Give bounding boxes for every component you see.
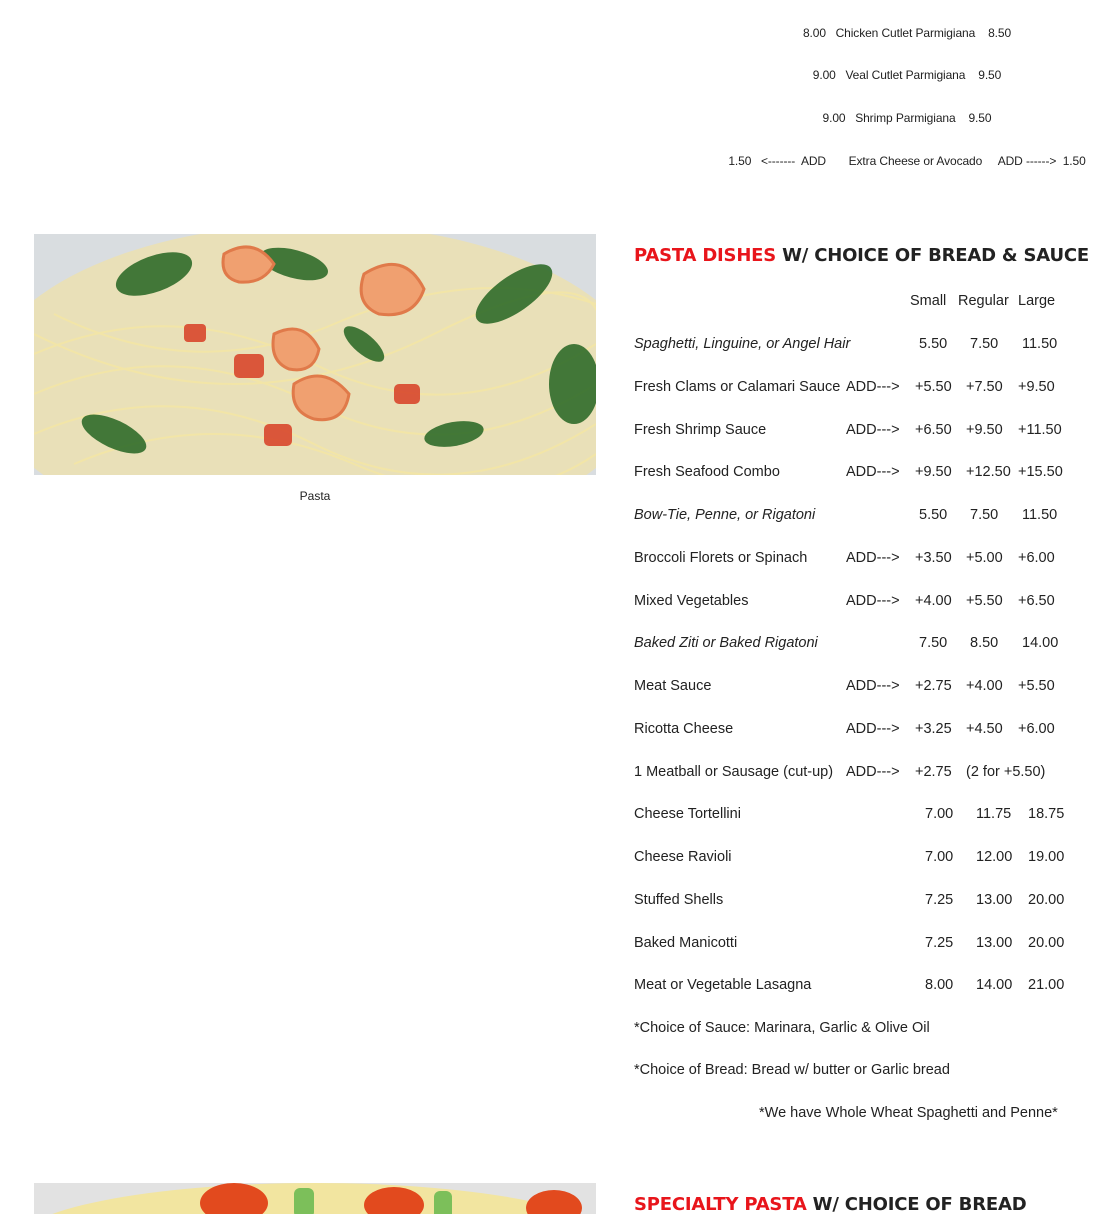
pasta-row-add-label: ADD---> [846,592,900,609]
pasta-row [634,935,1084,955]
specialty-pasta-photo [34,1183,596,1214]
pasta-row-name: Stuffed Shells [634,891,724,908]
pasta-photo [34,234,596,475]
pasta-row-small-price: +9.50 [915,464,952,481]
pasta-row [634,464,1084,484]
pasta-row-large-price: 14.00 [1022,635,1059,652]
pasta-row-small-price: 7.00 [925,806,954,823]
pasta-row-large-price: +9.50 [1018,378,1055,395]
pasta-row-small-price: 7.00 [925,849,954,865]
pasta-row [634,336,1084,356]
pasta-row-large-price: +6.00 [1018,549,1055,566]
column-large: Large [1018,293,1056,309]
pasta-row [634,422,1084,442]
pasta-row-regular-price: 8.50 [970,635,999,652]
bread-note: *Choice of Bread: Bread w/ butter or Garlic bread [634,1062,950,1078]
pasta-row-regular-price: 7.50 [970,507,999,523]
pasta-row-regular-price: +9.50 [966,421,1003,438]
pasta-row-large-price: 20.00 [1028,891,1065,908]
pasta-row [634,379,1084,399]
pasta-row [634,678,1084,698]
pasta-row [634,593,1084,613]
pasta-row-add-label: ADD---> [846,464,900,481]
pasta-row-small-price: +6.50 [915,421,952,438]
pasta-dishes-heading [634,245,1089,266]
pasta-row-add-label: ADD---> [846,678,900,694]
pasta-row-large-price: +5.50 [1018,678,1055,694]
pasta-row-name: 1 Meatball or Sausage (cut-up) [634,763,834,780]
pasta-row-add-label: ADD---> [846,549,900,566]
pasta-row-large-price: 21.00 [1028,977,1065,994]
pasta-row-small-price: +5.50 [915,378,952,395]
pasta-row-regular-price: +5.50 [966,592,1003,609]
menu-line-chicken-cutlet: 8.00 Chicken Cutlet Parmigiana 8.50 [802,26,1012,40]
specialty-heading-accent: SPECIALTY PASTA [634,1194,807,1215]
pasta-row-name: Broccoli Florets or Spinach [634,549,808,566]
pasta-row-large-price: 20.00 [1028,934,1065,951]
sauce-note: *Choice of Sauce: Marinara, Garlic & Olive Oil [634,1020,930,1036]
pasta-row [634,806,1084,826]
pasta-row [634,849,1084,869]
pasta-row-regular-price: +5.00 [966,549,1003,566]
pasta-row-name: Meat Sauce [634,678,712,694]
pasta-row-large-price: +6.50 [1018,592,1055,609]
pasta-row-regular-price: 14.00 [976,977,1013,994]
pasta-row-large-price: 19.00 [1028,849,1065,865]
pasta-row-large-price: 11.50 [1022,507,1058,523]
pasta-row-small-price: +4.00 [915,592,952,609]
price-column-headers [634,293,1084,313]
specialty-heading-rest: W/ CHOICE OF BREAD [806,1194,1027,1215]
pasta-row-name: Meat or Vegetable Lasagna [634,977,812,994]
pasta-row-regular-price: 13.00 [976,891,1013,908]
pasta-row-large-price: +15.50 [1018,464,1063,481]
pasta-row-small-price: +2.75 [915,678,952,694]
pasta-row-regular-price: 12.00 [976,849,1013,865]
pasta-row-small-price: +2.75 [915,763,952,780]
pasta-heading-rest: W/ CHOICE OF BREAD & SAUCE [776,245,1089,266]
pasta-heading-accent: PASTA DISHES [634,245,777,266]
pasta-row-small-price: 7.25 [925,891,954,908]
pasta-row-add-label: ADD---> [846,763,900,780]
pasta-row-add-label: ADD---> [846,720,900,737]
column-small: Small [910,293,947,309]
pasta-row-add-label: ADD---> [846,378,900,395]
pasta-row [634,721,1084,741]
pasta-row [634,977,1084,997]
pasta-row-name: Spaghetti, Linguine, or Angel Hair [634,336,851,352]
pasta-row-add-label: ADD---> [846,421,900,438]
pasta-row-name: Cheese Ravioli [634,849,732,865]
pasta-row-name: Baked Ziti or Baked Rigatoni [634,635,818,652]
pasta-row-small-price: 7.25 [925,934,954,951]
menu-line-veal-cutlet: 9.00 Veal Cutlet Parmigiana 9.50 [812,68,1002,82]
pasta-row-large-price: 18.75 [1028,806,1065,823]
menu-line-extra-cheese: 1.50 <------- ADD Extra Cheese or Avocado ADD ------> 1.50 [728,154,1086,168]
pasta-row-small-price: 8.00 [925,977,954,994]
pasta-row [634,507,1084,527]
pasta-row-large-price: +6.00 [1018,720,1055,737]
pasta-row-regular-price: (2 for +5.50) [966,763,1046,780]
pasta-row-regular-price: +7.50 [966,378,1003,395]
whole-wheat-note: *We have Whole Wheat Spaghetti and Penne* [759,1105,1058,1121]
pasta-row-name: Mixed Vegetables [634,592,749,609]
pasta-row-small-price: 5.50 [919,507,948,523]
pasta-row-regular-price: 11.75 [976,806,1012,823]
menu-line-shrimp-parmigiana: 9.00 Shrimp Parmigiana 9.50 [822,111,992,125]
pasta-row [634,764,1084,784]
pasta-row-name: Cheese Tortellini [634,806,741,823]
pasta-row-large-price: +11.50 [1018,421,1062,438]
column-regular: Regular [958,293,1009,309]
pasta-photo-caption: Pasta [299,489,331,503]
pasta-row [634,550,1084,570]
specialty-pasta-heading [634,1194,1026,1215]
pasta-row-regular-price: 13.00 [976,934,1013,951]
pasta-row-regular-price: +12.50 [966,464,1011,481]
pasta-row-name: Fresh Clams or Calamari Sauce [634,378,841,395]
pasta-row-regular-price: +4.00 [966,678,1003,694]
pasta-row-name: Ricotta Cheese [634,720,734,737]
pasta-row-regular-price: 7.50 [970,336,999,352]
pasta-row-small-price: +3.50 [915,549,952,566]
pasta-row-name: Baked Manicotti [634,934,738,951]
pasta-row-small-price: +3.25 [915,720,952,737]
pasta-row-small-price: 7.50 [919,635,948,652]
pasta-row-name: Fresh Seafood Combo [634,464,780,481]
pasta-row-name: Fresh Shrimp Sauce [634,421,767,438]
pasta-row [634,892,1084,912]
pasta-row-large-price: 11.50 [1022,336,1058,352]
pasta-row-name: Bow-Tie, Penne, or Rigatoni [634,507,816,523]
pasta-row-regular-price: +4.50 [966,720,1003,737]
pasta-row-small-price: 5.50 [919,336,948,352]
pasta-row [634,635,1084,655]
